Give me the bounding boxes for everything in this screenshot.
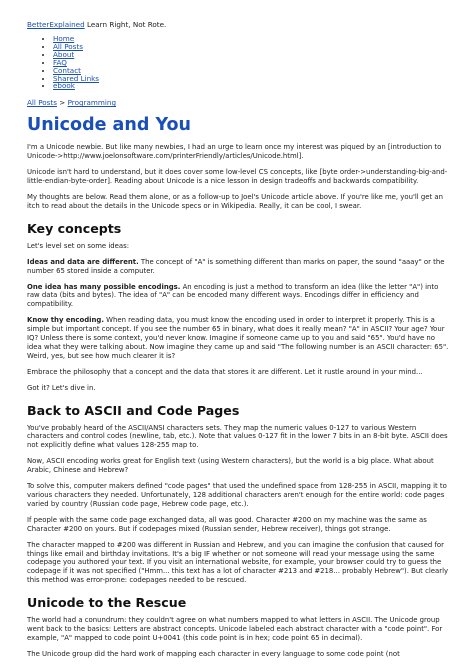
section-paragraph: The character mapped to #200 was different in Russian and Hebrew, and you can imagine the confusion that caused for things like email and birthday invitations. It's a big IF whether or not someone will read your message using the same codepage you authored your text. If you visit an international website, for example, your browser could try to guess the codepage if it was not specified ("Hmm... this text has a lot of character #213 and #218... probably Hebrew"). But clearly this method was error-prone: codepages needed to be rescued.	[27, 540, 449, 585]
intro-paragraph: My thoughts are below. Read them alone, or as a follow-up to Joel's Unicode article above. If you're like me, you'll get an itch to read about the details in the Unicode specs or in Wikipedia. Really, it can be cool, I swear.	[27, 192, 443, 210]
breadcrumb-all-posts[interactable]: All Posts	[27, 98, 57, 108]
site-logo-link[interactable]: BetterExplained	[27, 20, 85, 29]
breadcrumb-separator: >	[56, 98, 68, 108]
section-paragraph: To solve this, computer makers defined "code pages" that used the undefined space from 128-255 in ASCII, mapping it to various characters they needed. Unfortunately, 128 additional characters aren't enough for the entire world: code pages varied by country (Russian code page, Hebrew code page, etc.).	[27, 482, 447, 508]
breadcrumb-programming[interactable]: Programming	[67, 98, 117, 108]
nav-link-home[interactable]: Home	[53, 34, 75, 43]
section-paragraph: Ideas and data are different. The concept of "A" is something different than marks on paper, the sound "aaay" or the number 65 stored inside a computer.	[27, 257, 445, 275]
intro-paragraph: Unicode isn't hard to understand, but it does cover some low-level CS concepts, like [byte order->understanding-big-and-little-endian-byte-order]. Reading about Unicode is a nice lesson in design tradeoffs and backwards compatibility.	[27, 168, 448, 186]
nav-link-shared-links[interactable]: Shared Links	[53, 73, 100, 83]
nav-item-ebook	[53, 82, 449, 90]
breadcrumb	[27, 98, 449, 107]
section-heading-unicode-rescue: Unicode to the Rescue	[27, 595, 187, 611]
section-paragraph: Embrace the philosophy that a concept and the data that stores it are different. Let it rustle around in your mind...	[27, 367, 423, 376]
nav-item-home	[53, 35, 449, 43]
section-paragraph: The world had a conundrum: they couldn't agree on what numbers mapped to what letters in ASCII. The Unicode group went back to the basics: Letters are abstract concepts. Unicode labeled each abstract character with a "code point". For example, "A" mapped to code point U+0041 (this code point is in hex; code point 65 in decimal).	[27, 616, 443, 642]
section-paragraph: Now, ASCII encoding works great for English text (using Western characters), but the world is a big place. What about Arabic, Chinese and Hebrew?	[27, 457, 434, 475]
nav-link-about[interactable]: About	[53, 49, 75, 59]
section-paragraph: One idea has many possible encodings. An encoding is just a method to transform an idea (like the letter "A") into raw data (bits and bytes). The idea of "A" can be encoded many different ways. Encodings differ in efficiency and compatibility.	[27, 282, 439, 309]
section-paragraph: The Unicode group did the hard work of mapping each character in every language to some code point (not	[27, 649, 400, 658]
nav-link-ebook[interactable]: ebook	[53, 81, 75, 91]
nav-item-all-posts	[53, 43, 449, 51]
nav-link-faq[interactable]: FAQ	[53, 57, 67, 67]
site-tagline: Learn Right, Not Rote.	[84, 20, 167, 29]
article-page	[27, 20, 449, 666]
page-title: Unicode and You	[27, 115, 191, 136]
section-heading-ascii-code-pages: Back to ASCII and Code Pages	[27, 402, 240, 418]
section-heading-key-concepts: Key concepts	[27, 220, 122, 236]
nav-list	[27, 35, 449, 90]
nav-link-contact[interactable]: Contact	[53, 65, 81, 75]
nav-item-faq	[53, 59, 449, 67]
nav-item-about	[53, 51, 449, 59]
intro-paragraph: I'm a Unicode newbie. But like many newbies, I had an urge to learn once my interest was piqued by an [introduction to Unicode->http://www.joelonsoftware.com/printerFriendly/articles/Unicode.html].	[27, 143, 442, 161]
section-paragraph: Let's level set on some ideas:	[27, 241, 130, 250]
section-paragraph: If people with the same code page exchanged data, all was good. Character #200 on my machine was the same as Character #200 on yours. But if codepages mixed (Russian sender, Hebrew receiver), things got strange.	[27, 515, 427, 533]
site-header	[27, 20, 449, 29]
section-paragraph: Know thy encoding. When reading data, you must know the encoding used in order to interpret it properly. This is a simple but important concept. If you see the number 65 in binary, what does it really mean? "A" in ASCII? Your age? Your IQ? Unless there is some context, you'd never know. Imagine if someone came up to you and said "65". You'd have no idea what they were talking about. Now imagine they came up and said "The following number is an ASCII character: 65". Weird, yes, but see how much clearer it is?	[27, 316, 449, 360]
nav-item-shared-links	[53, 75, 449, 83]
section-paragraph: You've probably heard of the ASCII/ANSI characters sets. They map the numeric values 0-127 to various Western characters and control codes (newline, tab, etc.). Note that values 0-127 fit in the lower 7 bits in an 8-bit byte. ASCII does not explicitly define what values 128-255 map to.	[27, 423, 448, 450]
nav-item-contact	[53, 67, 449, 75]
nav-link-all-posts[interactable]: All Posts	[53, 41, 83, 51]
section-paragraph: Got it? Let's dive in.	[27, 383, 96, 392]
